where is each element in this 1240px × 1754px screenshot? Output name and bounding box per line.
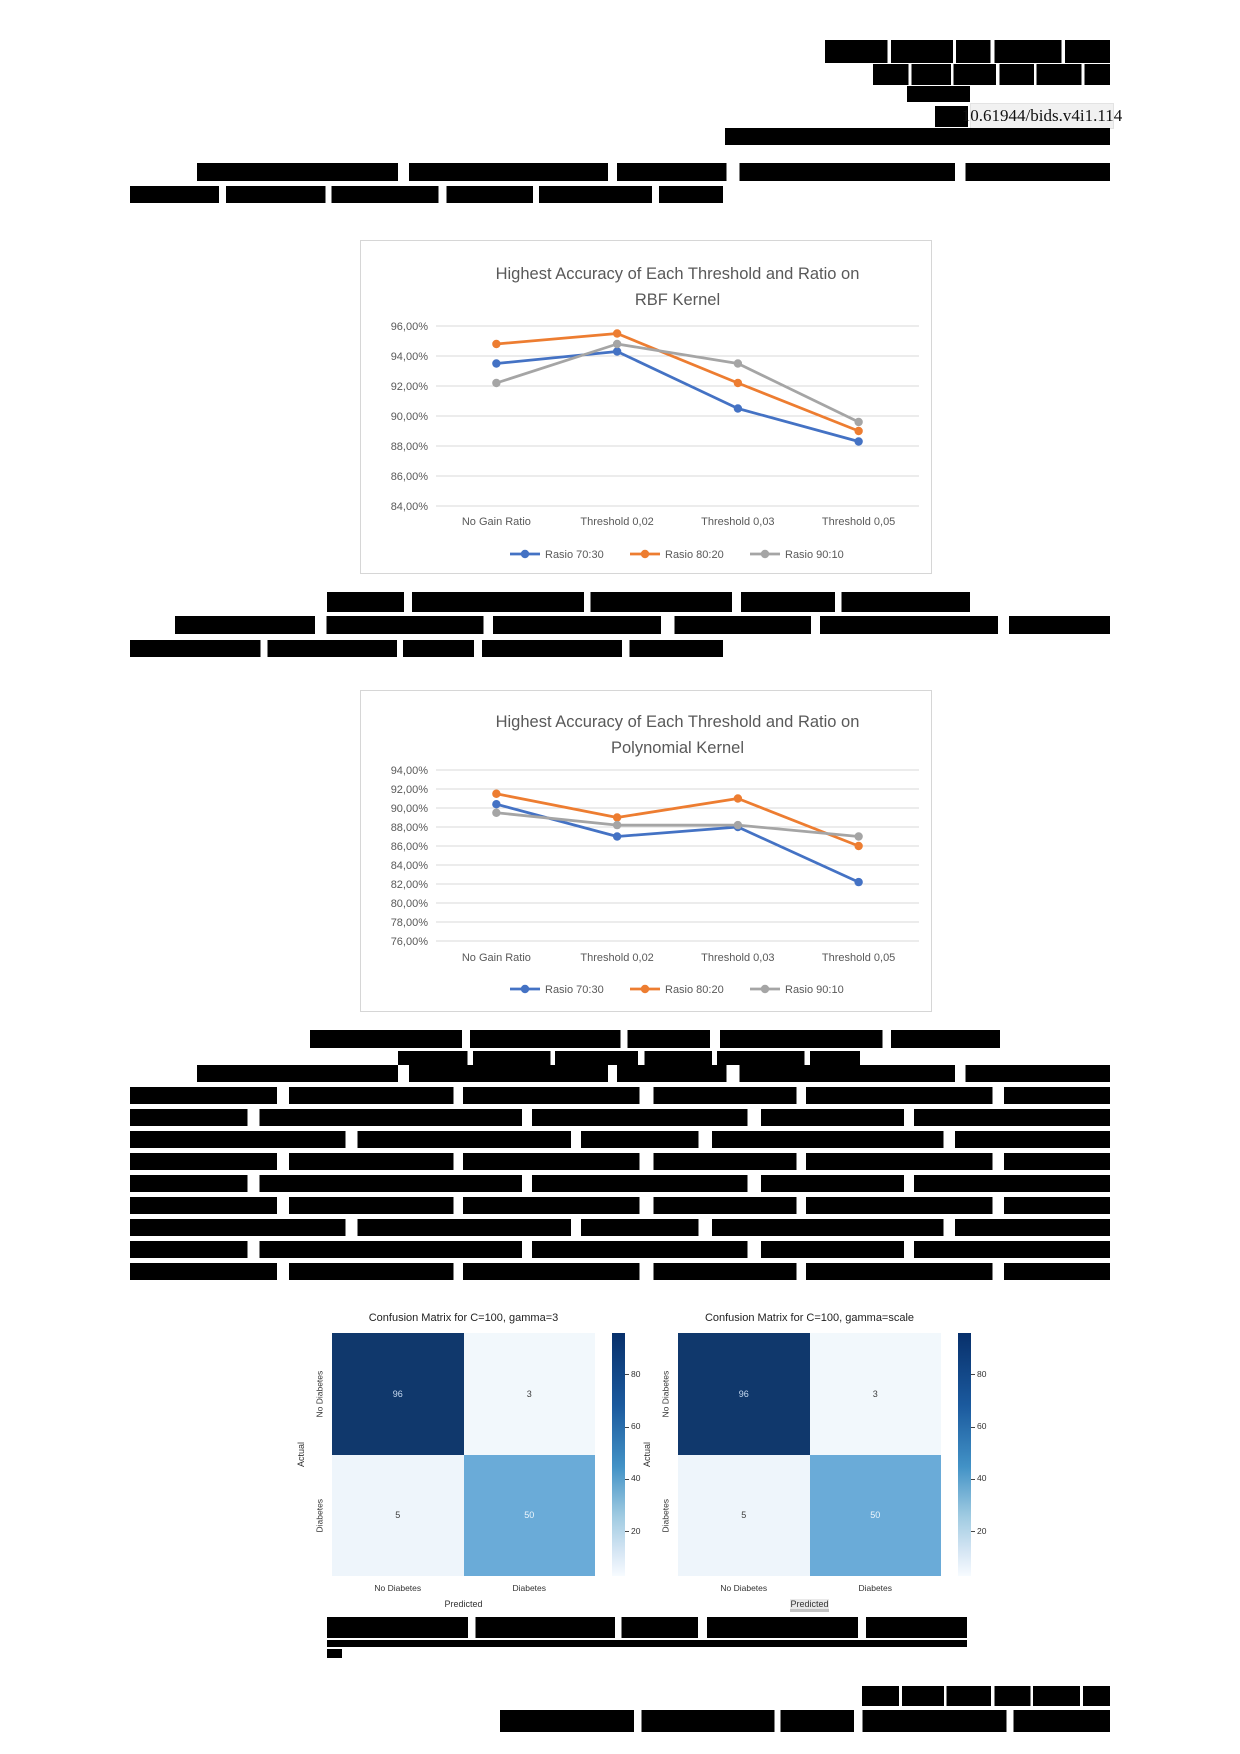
y-tick-label: 80,00%: [390, 898, 428, 910]
x-axis-label-text: Predicted: [790, 1599, 829, 1609]
x-category-label: Threshold 0,03: [701, 952, 775, 964]
heatmap-cell-value: 50: [464, 1455, 596, 1577]
x-category-label: Threshold 0,05: [821, 952, 896, 964]
legend-label: Rasio 80:20: [665, 549, 724, 561]
redacted-caption-bar: [327, 1649, 342, 1658]
doi-box: [961, 103, 1123, 129]
x-tick-label: Diabetes: [512, 1583, 547, 1593]
x-category-label: Threshold 0,05: [821, 516, 896, 528]
redacted-text-bar: [130, 1263, 1110, 1280]
x-category-label: Threshold 0,03: [701, 516, 775, 528]
redacted-text-bar: [175, 616, 1110, 634]
colorbar: [612, 1333, 625, 1576]
colorbar-tick: [625, 1427, 629, 1428]
redacted-caption-bar: [310, 1030, 1000, 1048]
colorbar-tick: [971, 1374, 975, 1375]
redacted-caption-bar: [327, 592, 970, 612]
colorbar-tick: [971, 1427, 975, 1428]
redacted-footer-bar: [500, 1710, 1110, 1732]
y-tick-label: 82,00%: [390, 879, 428, 891]
x-tick-label: Diabetes: [858, 1583, 893, 1593]
redacted-header-bar: [725, 128, 1110, 145]
legend-label: Rasio 70:30: [545, 984, 604, 996]
redacted-caption-bar: [327, 1617, 967, 1638]
chart-title: Highest Accuracy of Each Threshold and Ratio on: [495, 713, 860, 731]
redacted-text-bar: [197, 163, 1110, 181]
heatmap-cell-value: 50: [810, 1455, 942, 1577]
x-category-label: No Gain Ratio: [461, 952, 531, 964]
x-axis-label: [332, 1599, 595, 1609]
y-tick-label: 94,00%: [390, 351, 428, 363]
y-tick-label: 86,00%: [390, 841, 428, 853]
x-axis-label-text: Predicted: [444, 1599, 483, 1609]
legend-label: Rasio 90:10: [785, 984, 844, 996]
line-chart-svg: [361, 241, 929, 571]
heatmap-title: Confusion Matrix for C=100, gamma=scale: [704, 1312, 915, 1324]
redacted-text-bar: [130, 1175, 1110, 1192]
y-tick-label: 92,00%: [390, 381, 428, 393]
colorbar-tick: [625, 1374, 629, 1375]
redacted-text-bar: [130, 1087, 1110, 1104]
y-tick-label: 90,00%: [390, 411, 428, 423]
redacted-text-bar: [130, 1153, 1110, 1170]
y-tick-label: Diabetes: [314, 1498, 325, 1533]
redacted-text-bar: [130, 1109, 1110, 1126]
y-tick-label: 78,00%: [390, 917, 428, 929]
y-tick-label: 90,00%: [390, 803, 428, 815]
chart-title: Polynomial Kernel: [611, 739, 744, 757]
colorbar-tick-label: 40: [631, 1473, 641, 1484]
heatmap-cell-value: 96: [678, 1333, 810, 1455]
y-tick-label: 86,00%: [390, 471, 428, 483]
y-tick-label: 84,00%: [390, 860, 428, 872]
y-tick-label: 76,00%: [390, 936, 428, 948]
colorbar-tick: [625, 1531, 629, 1532]
redacted-text-bar: [197, 1065, 1110, 1082]
redacted-text-bar: [130, 1131, 1110, 1148]
x-category-label: No Gain Ratio: [461, 516, 531, 528]
x-axis-label: [678, 1599, 941, 1609]
heatmap-cell-value: 3: [464, 1333, 596, 1455]
y-tick-label: Diabetes: [660, 1498, 671, 1533]
y-axis-label: Actual: [296, 1442, 306, 1468]
redacted-header-bar: [873, 64, 1110, 85]
polynomial-kernel-chart: [360, 690, 932, 1012]
y-tick-label: No Diabetes: [314, 1370, 325, 1418]
colorbar-tick: [971, 1479, 975, 1480]
colorbar-tick-label: 20: [631, 1525, 641, 1536]
colorbar-tick-label: 80: [631, 1368, 641, 1379]
legend-label: Rasio 70:30: [545, 549, 604, 561]
colorbar-tick-label: 80: [977, 1368, 987, 1379]
line-chart-svg: [361, 691, 929, 1009]
redacted-caption-bar: [327, 1640, 967, 1647]
x-category-label: Threshold 0,02: [580, 516, 654, 528]
chart-title: Highest Accuracy of Each Threshold and Ratio on: [495, 265, 860, 283]
heatmap-cell-value: 96: [332, 1333, 464, 1455]
doi-link[interactable]: 10.61944/bids.v4i1.114: [961, 106, 1123, 125]
x-tick-label: No Diabetes: [374, 1583, 422, 1593]
y-tick-label: No Diabetes: [660, 1370, 671, 1418]
heatmap-cell-value: 5: [332, 1455, 464, 1577]
y-tick-label: 88,00%: [390, 441, 428, 453]
colorbar-tick: [971, 1531, 975, 1532]
chart-title: RBF Kernel: [634, 291, 721, 309]
redacted-text-bar: [130, 640, 723, 657]
rbf-kernel-chart: [360, 240, 932, 574]
redacted-text-bar: [130, 1219, 1110, 1236]
redacted-text-bar: [130, 1197, 1110, 1214]
x-tick-label: No Diabetes: [720, 1583, 768, 1593]
colorbar-tick-label: 60: [631, 1421, 641, 1432]
y-tick-label: 96,00%: [390, 321, 428, 333]
y-axis-label: Actual: [642, 1442, 652, 1468]
colorbar-tick: [625, 1479, 629, 1480]
heatmap-cell-value: 3: [810, 1333, 942, 1455]
colorbar-tick-label: 40: [977, 1473, 987, 1484]
colorbar-tick-label: 20: [977, 1525, 987, 1536]
redacted-text-bar: [130, 186, 723, 203]
colorbar: [958, 1333, 971, 1576]
redacted-caption-bar: [398, 1051, 860, 1066]
redacted-header-bar: [907, 86, 970, 102]
redacted-footer-bar: [862, 1686, 1110, 1706]
heatmap-cell-value: 5: [678, 1455, 810, 1577]
y-tick-label: 92,00%: [390, 784, 428, 796]
y-tick-label: 88,00%: [390, 822, 428, 834]
x-category-label: Threshold 0,02: [580, 952, 654, 964]
legend-label: Rasio 80:20: [665, 984, 724, 996]
redacted-text-bar: [130, 1241, 1110, 1258]
colorbar-tick-label: 60: [977, 1421, 987, 1432]
legend-label: Rasio 90:10: [785, 549, 844, 561]
redacted-header-bar: [825, 40, 1110, 63]
y-tick-label: 94,00%: [390, 765, 428, 777]
heatmap-title: Confusion Matrix for C=100, gamma=3: [368, 1312, 559, 1324]
y-tick-label: 84,00%: [390, 501, 428, 513]
